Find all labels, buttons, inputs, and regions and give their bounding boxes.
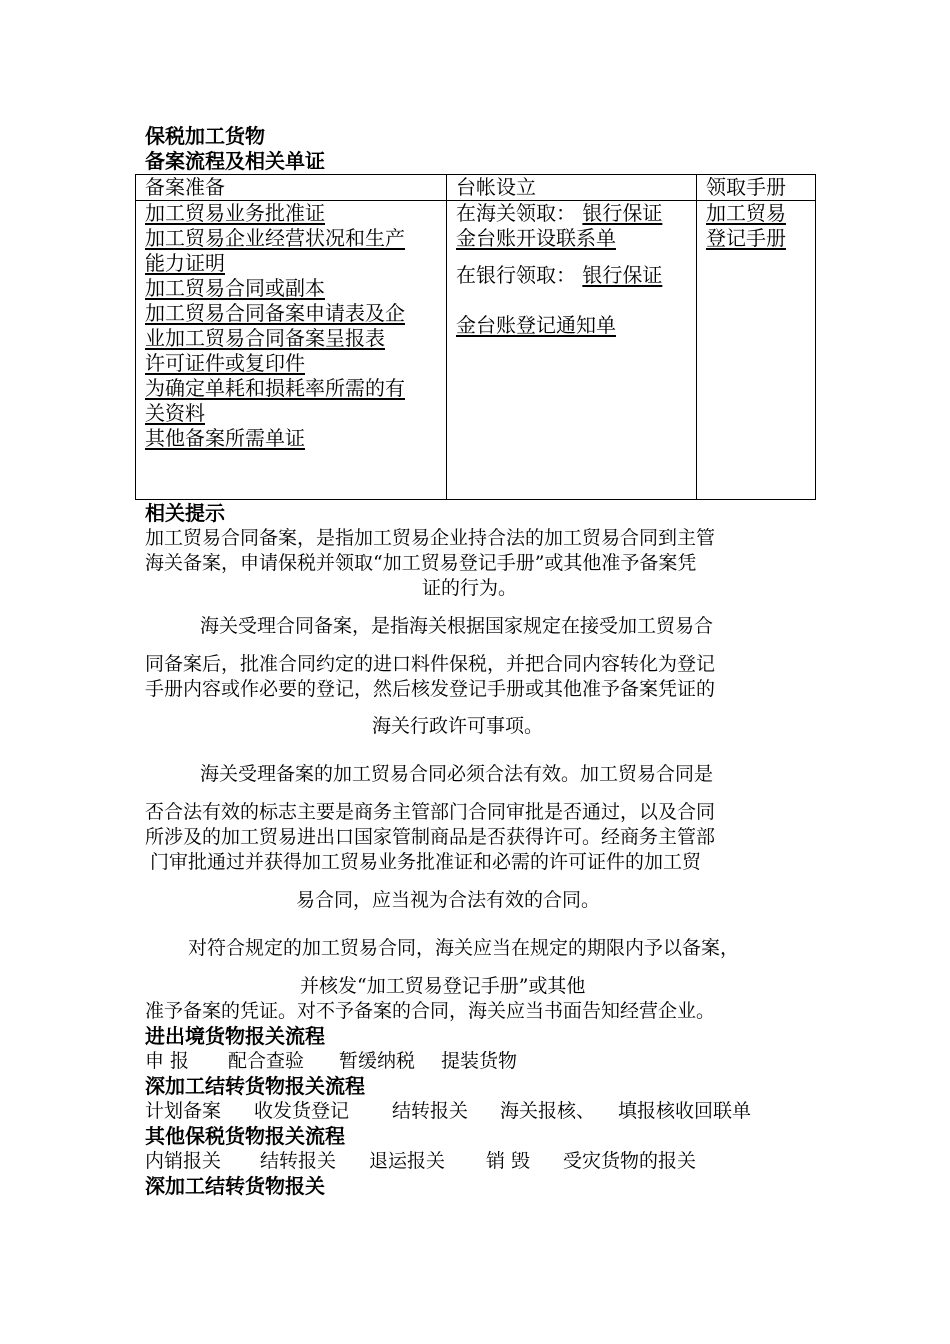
- flow-step: 内销报关: [145, 1150, 222, 1172]
- flow-step: 申 报: [145, 1050, 190, 1072]
- flow-step: 结转报关: [260, 1150, 337, 1172]
- tips-line: 海关行政许可事项。: [372, 715, 544, 737]
- ledger-customs-doc-cont: 金台账开设联系单: [456, 226, 616, 250]
- prep-item: 加工贸易企业经营状况和生产: [145, 226, 405, 250]
- ledger-cell: [447, 201, 697, 500]
- tips-line: 准予备案的凭证。对不予备案的合同，海关应当书面告知经营企业。: [145, 1000, 716, 1022]
- tips-line: 否合法有效的标志主要是商务主管部门合同审批是否通过，以及合同: [145, 801, 716, 823]
- manual-line: 登记手册: [706, 226, 786, 250]
- ledger-customs-doc: 银行保证: [582, 201, 663, 225]
- flow-heading: 进出境货物报关流程: [145, 1024, 325, 1048]
- prep-item: 许可证件或复印件: [145, 351, 305, 375]
- flow-step: 退运报关: [369, 1150, 446, 1172]
- tips-line: 门审批通过并获得加工贸易业务批准证和必需的许可证件的加工贸: [150, 851, 702, 873]
- flow-step: 配合查验: [228, 1050, 305, 1072]
- ledger-bank-doc-cont: 金台账登记通知单: [456, 313, 616, 337]
- table-body-row: [136, 201, 816, 500]
- tips-line: 证的行为。: [422, 577, 518, 599]
- prep-cell: [136, 201, 447, 500]
- prep-item: 加工贸易合同备案申请表及企: [145, 301, 405, 325]
- flow-heading: 其他保税货物报关流程: [145, 1124, 345, 1148]
- table-header-row: [136, 175, 816, 201]
- flow-step: 收发货登记: [254, 1100, 350, 1122]
- ledger-bank-label: 在银行领取：: [456, 263, 576, 287]
- prep-item: 业加工贸易合同备案呈报表: [145, 326, 385, 350]
- manual-line: 加工贸易: [706, 201, 786, 225]
- flow-step: 提装货物: [441, 1050, 518, 1072]
- manual-cell: [697, 201, 816, 500]
- flow-heading: 深加工结转货物报关流程: [145, 1074, 365, 1098]
- ledger-customs-label: 在海关领取：: [456, 201, 576, 225]
- prep-item: 为确定单耗和损耗率所需的有: [145, 376, 405, 400]
- flow-step: 暂缓纳税: [339, 1050, 416, 1072]
- flow-step: 填报核收回联单: [618, 1100, 752, 1122]
- tips-line: 并核发“加工贸易登记手册”或其他: [300, 975, 586, 997]
- tips-line: 同备案后，批准合同约定的进口料件保税，并把合同内容转化为登记: [145, 653, 716, 675]
- header-ledger: 台帐设立: [447, 175, 697, 201]
- tips-line: 对符合规定的加工贸易合同，海关应当在规定的期限内予以备案，: [188, 937, 740, 959]
- header-prep: 备案准备: [136, 175, 447, 201]
- tips-line: 易合同，应当视为合法有效的合同。: [296, 889, 601, 911]
- prep-item: 加工贸易业务批准证: [145, 201, 325, 225]
- flow-step: 销 毁: [486, 1150, 531, 1172]
- flow-step: 受灾货物的报关: [563, 1150, 697, 1172]
- flow-step: 海关报核、: [500, 1100, 596, 1122]
- prep-item: 加工贸易合同或副本: [145, 276, 325, 300]
- prep-item: 其他备案所需单证: [145, 426, 305, 450]
- tips-line: 海关备案，申请保税并领取“加工贸易登记手册”或其他准予备案凭: [145, 552, 697, 574]
- ledger-customs-line: [456, 201, 696, 226]
- tips-line: 加工贸易合同备案，是指加工贸易企业持合法的加工贸易合同到主管: [145, 527, 716, 549]
- tips-heading: 相关提示: [145, 501, 225, 525]
- document-subtitle: 备案流程及相关单证: [145, 149, 325, 173]
- flow-step: 计划备案: [145, 1100, 222, 1122]
- prep-item: 能力证明: [145, 251, 225, 275]
- tips-line: 手册内容或作必要的登记，然后核发登记手册或其他准予备案凭证的: [145, 678, 716, 700]
- ledger-bank-doc: 银行保证: [582, 263, 663, 287]
- tips-line: 海关受理合同备案，是指海关根据国家规定在接受加工贸易合: [200, 615, 714, 637]
- ledger-bank-line: [456, 263, 696, 288]
- prep-item: 关资料: [145, 401, 205, 425]
- section-heading: 深加工结转货物报关: [145, 1174, 325, 1198]
- tips-line: 海关受理备案的加工贸易合同必须合法有效。加工贸易合同是: [200, 763, 714, 785]
- filing-table: [135, 174, 816, 500]
- header-manual: 领取手册: [697, 175, 816, 201]
- flow-step: 结转报关: [392, 1100, 469, 1122]
- tips-line: 所涉及的加工贸易进出口国家管制商品是否获得许可。经商务主管部: [145, 826, 716, 848]
- document-title: 保税加工货物: [145, 124, 265, 148]
